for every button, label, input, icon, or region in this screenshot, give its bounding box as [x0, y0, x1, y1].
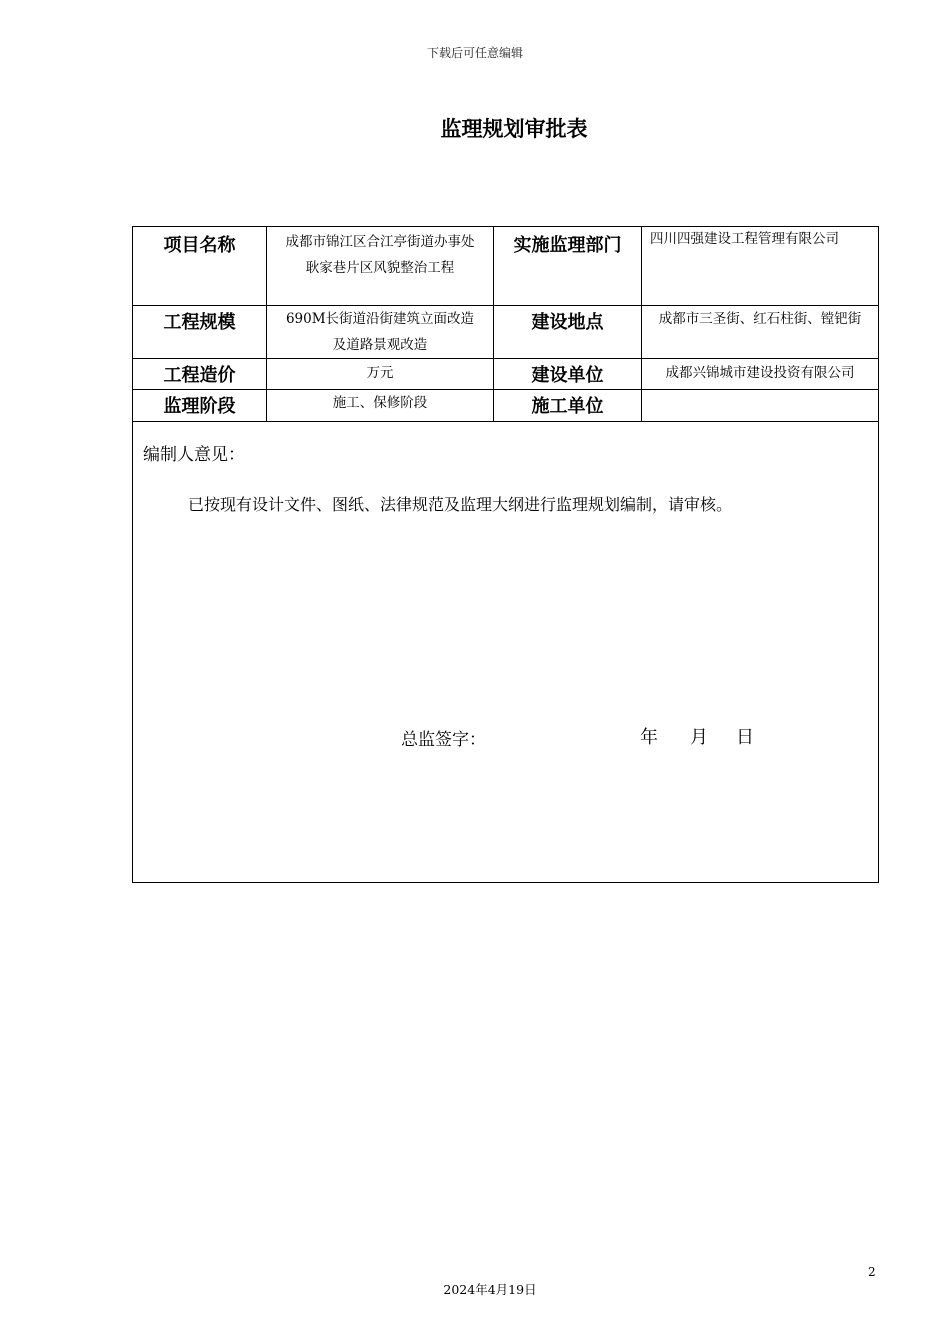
label-project-cost: 工程造价: [133, 359, 267, 390]
value-supervision-stage: [267, 390, 494, 422]
label-supervision-dept: 实施监理部门: [494, 227, 642, 306]
footer-date: 2024年4月19日: [443, 1282, 537, 1297]
label-owner-unit: 建设单位: [494, 359, 642, 390]
date-year-label: 年: [640, 727, 658, 748]
opinion-cell: [133, 422, 879, 883]
value-project-cost: [267, 359, 494, 390]
approval-form-table: [132, 226, 879, 883]
value-line: 施工、保修阶段: [332, 395, 428, 411]
label-construction-site: 建设地点: [494, 306, 642, 359]
value-line: 万元: [366, 365, 394, 381]
value-supervision-dept: 四川四强建设工程管理有限公司: [642, 227, 879, 306]
value-project-name: [267, 227, 494, 306]
value-line: 690M长街道沿街建筑立面改造: [285, 311, 475, 327]
label-project-scale: 工程规模: [133, 306, 267, 359]
table-row: [133, 227, 879, 306]
value-line: 及道路景观改造: [332, 337, 428, 353]
chief-signature-label: 总监签字：: [401, 730, 486, 750]
table-row: [133, 390, 879, 422]
date-month-label: 月: [690, 727, 708, 748]
table-row: [133, 422, 879, 883]
value-contractor: [642, 390, 879, 422]
label-contractor: 施工单位: [494, 390, 642, 422]
table-row: [133, 359, 879, 390]
label-supervision-stage: 监理阶段: [133, 390, 267, 422]
opinion-text: 已按现有设计文件、图纸、法律规范及监理大纲进行监理规划编制，请审核。: [188, 495, 733, 514]
date-day-label: 日: [736, 727, 754, 748]
header-note: 下载后可任意编辑: [426, 46, 523, 60]
opinion-title: 编制人意见：: [143, 445, 245, 465]
value-project-scale: [267, 306, 494, 359]
page-number: 2: [868, 1265, 876, 1279]
value-line: 耿家巷片区风貌整治工程: [305, 260, 455, 276]
value-line: 成都市锦江区合江亭街道办事处: [285, 234, 475, 250]
table-row: [133, 306, 879, 359]
page-title: 监理规划审批表: [440, 117, 588, 141]
value-owner-unit: 成都兴锦城市建设投资有限公司: [642, 359, 879, 390]
value-construction-site: 成都市三圣街、红石柱街、镗钯街: [642, 306, 879, 359]
label-project-name: 项目名称: [133, 227, 267, 306]
